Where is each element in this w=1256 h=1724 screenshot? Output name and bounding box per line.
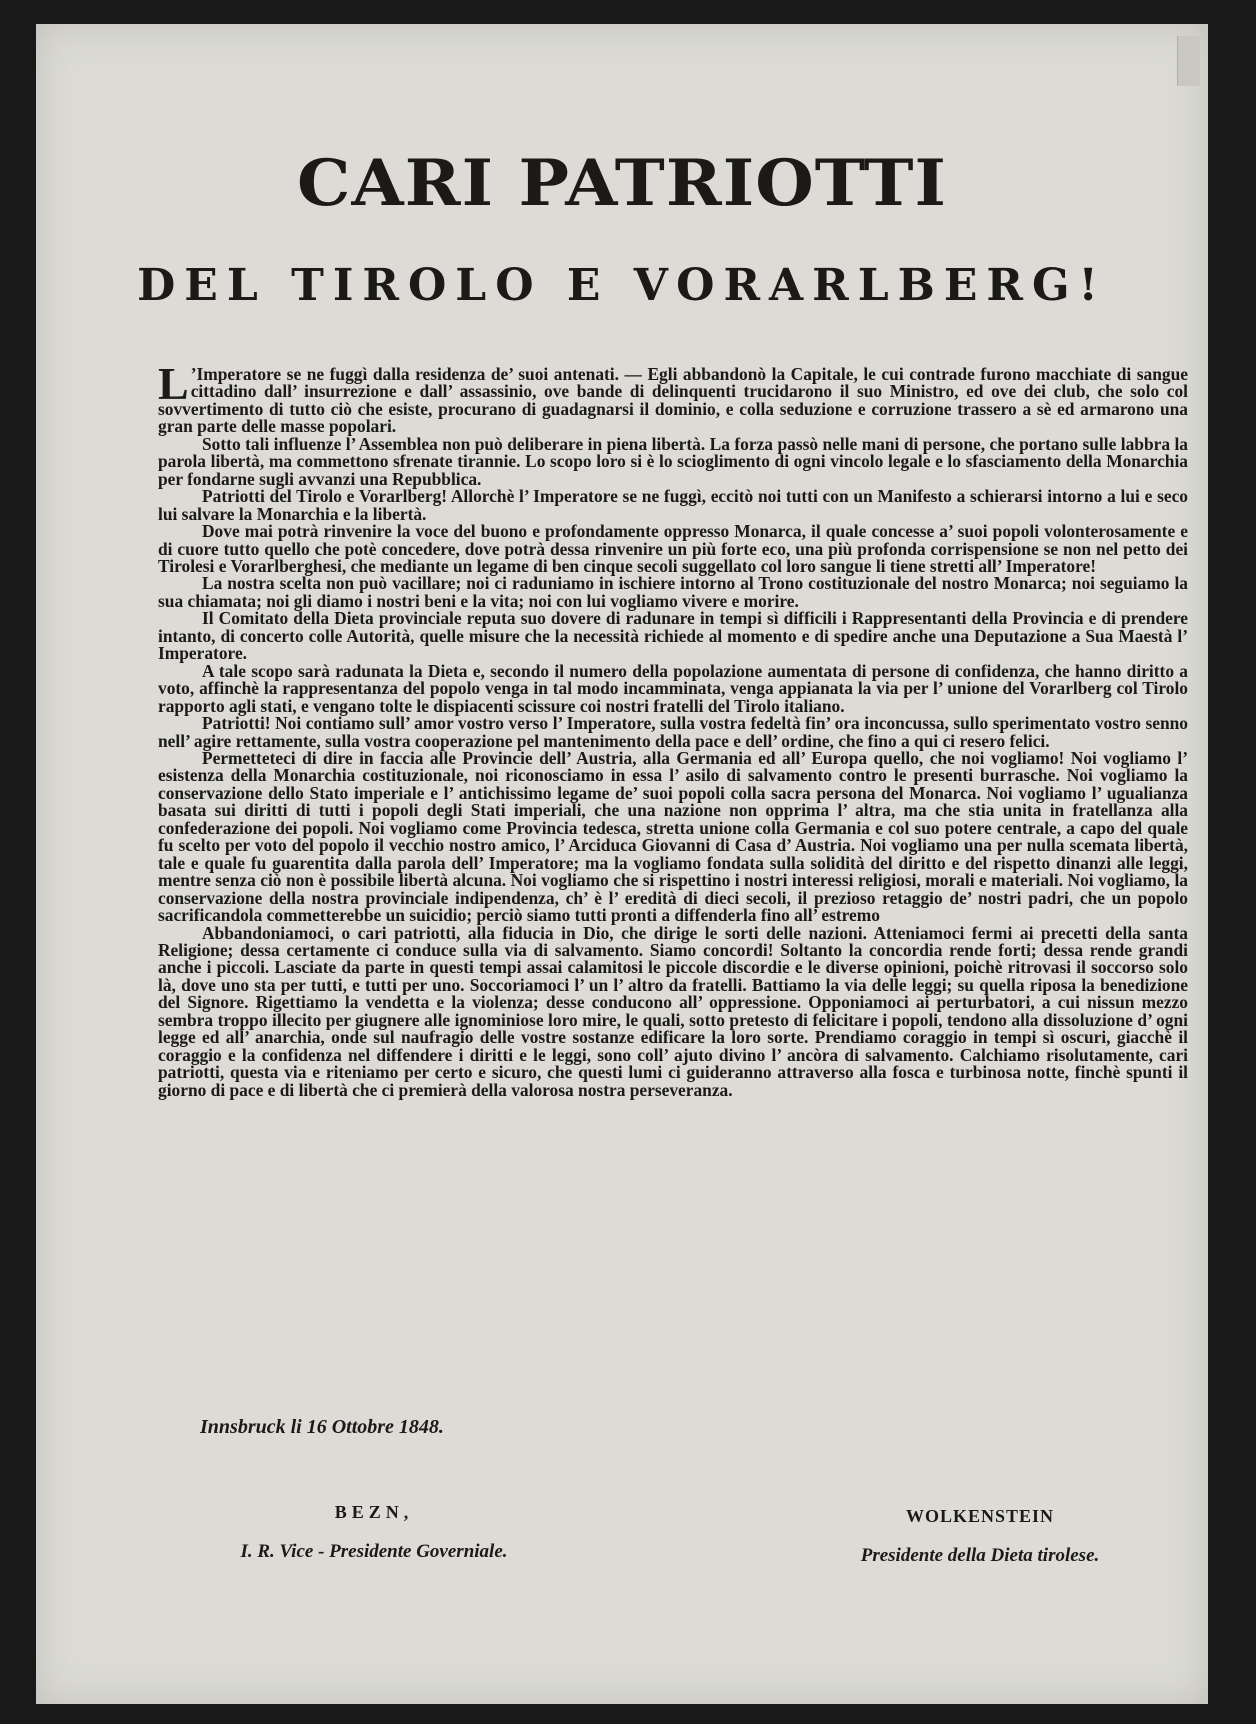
paragraph-9: Permetteteci di dire in faccia alle Provincie dell’ Austria, alla Germania ed all’ Europa quello, che noi vogliamo! Noi vogliamo l’ esistenza della Monarchia costituzionale, noi riconosciamo in essa l’ asilo di salvamento contro le presenti burrasche. Noi vogliamo la conservazione dello Stato imperiale e l’ antichissimo legame de’ suoi popoli colla sacra persona del Monarca. Noi vogliamo l’ ugualianza basata sui diritti di tutti i popoli degli Stati imperiali, che una nazione non opprima l’ altra, ma che stia unita in fratellanza alla confederazione dei popoli. Noi vogliamo come Provincia tedesca, stretta unione colla Germania e col suo potere centrale, a capo del quale fu scelto per voto del popolo il vecchio nostro amico, l’ Arciduca Giovanni di Casa d’ Austria. Noi vogliamo una per nulla scemata libertà, tale e quale fu guarentita dalla parola dell’ Imperatore; ma la vogliamo fondata sulla solidità del diritto e del rispetto dinanzi alle leggi, mentre senza ciò non è possibile libertà alcuna. Noi vogliamo che si rispettino i nostri interessi religiosi, morali e materiali. Noi vogliamo, la conservazione della nostra provinciale indipendenza, ch’ è l’ eredità di dieci secoli, il prezioso retaggio de’ nostri padri, che un popolo sacrificandola commetterebbe un suicidio; perciò siamo tutti pronti a diffenderla fino all’ estremo xyxy=(158,747,1188,926)
paragraph-3: Patriotti del Tirolo e Vorarlberg! Allorchè l’ Imperatore se ne fuggì, eccitò noi tutti con un Manifesto a schierarsi intorno a lui e seco lui salvare la Monarchia e la libertà. xyxy=(158,486,1188,524)
torn-corner xyxy=(1177,36,1200,86)
drop-cap: L xyxy=(158,358,189,409)
poster-sheet xyxy=(36,24,1208,1704)
paragraph-7: A tale scopo sarà radunata la Dieta e, secondo il numero della popolazione aumentata di persone di confidenza, che hanno diritto a voto, affinchè la rappresentanza del popolo venga in tal modo incamminata, venga appianata la via per l’ unione del Vorarlberg col Tirolo rapporto agli stati, e vengano tolte le dispiacenti scissure coi nostri fratelli del Tirolo italiano. xyxy=(158,660,1188,716)
date-line: Innsbruck li 16 Ottobre 1848. xyxy=(200,1416,444,1438)
signature-left xyxy=(204,1502,544,1563)
signatory-role: Presidente della Dieta tirolese. xyxy=(860,1545,1100,1566)
paragraph-5: La nostra scelta non può vacillare; noi ci raduniamo in ischiere intorno al Trono costituzionale del nostro Monarca; noi seguiamo la sua chiamata; noi gli diamo i nostri beni e la vita; noi con lui vogliamo vivere e morire. xyxy=(158,573,1188,611)
poster-title: CARI PATRIOTTI xyxy=(297,146,947,221)
paragraph-8: Patriotti! Noi contiamo sull’ amor vostro verso l’ Imperatore, sulla vostra fedeltà fin’ ora inconcussa, sullo sperimentato vostro senno nell’ agire rettamente, sulla vostra cooperazione pel mantenimento della pace e dell’ ordine, che fino a qui ci resero felici. xyxy=(158,713,1188,751)
poster-subtitle: DEL TIROLO E VORARLBERG! xyxy=(137,260,1107,311)
paragraph-1: L ’Imperatore se ne fuggì dalla residenza de’ suoi antenati. — Egli abbandonò la Capitale, le cui contrade furono macchiate di sangue cittadino dall’ insurrezione e dall’ assassinio, ove bande di delinquenti trucidarono il suo Ministro, ed ove dei club, che solo col sovvertimento di tutto ciò che esiste, procurano di guadagnarsi il dominio, e colla seduzione e corruzione trassero a sè ed armarono una gran parte delle masse popolari. xyxy=(158,358,1188,437)
signatory-role: I. R. Vice - Presidente Governiale. xyxy=(240,1541,508,1562)
paragraph-2: Sotto tali influenze l’ Assemblea non può deliberare in piena libertà. La forza passò nelle mani di persone, che portano sulle labbra la parola libertà, ma commettono sfrenate tirannie. Lo scopo loro si è lo scioglimento di ogni vincolo legale e lo sfasciamento della Monarchia per fondarne sugli avvanzi una Repubblica. xyxy=(158,433,1188,489)
signatory-name: BEZN, xyxy=(334,1502,414,1522)
paragraph-6: Il Comitato della Dieta provinciale reputa suo dovere di radunare in tempi sì difficili i Rappresentanti della Provincia e di prendere intanto, di concerto colle Autorità, quelle misure che la necessità richiede al momento e di spedire anche una Deputazione a Sua Maestà l’ Imperatore. xyxy=(158,608,1188,664)
signatory-name: WOLKENSTEIN xyxy=(905,1506,1055,1526)
paragraph-4: Dove mai potrà rinvenire la voce del buono e profondamente oppresso Monarca, il quale concesse a’ suoi popoli volonterosamente e di cuore tutto quello che potè concedere, dove potrà dessa rinvenire un più forte eco, una più profonda corrispensione se non nel petto dei Tirolesi e Vorarlberghesi, che mediante un legame di ben cinque secoli suggellato col loro sangue li tiene stretti all’ Imperatore! xyxy=(158,521,1188,576)
proclamation-body xyxy=(158,358,1188,1100)
signature-right xyxy=(830,1506,1130,1567)
paragraph-10: Abbandoniamoci, o cari patriotti, alla fiducia in Dio, che dirige le sorti delle nazioni. Atteniamoci fermi ai precetti della santa Religione; dessa certamente ci conduce sulla via di salvamento. Siamo concordi! Soltanto la concordia rende forti; dessa rende grandi anche i piccoli. Lasciate da parte in questi tempi assai calamitosi le piccole discordie e le diverse opinioni, poichè ritrovasi il soccorso solo là, dove uno sta per tutti, e tutti per uno. Soccoriamoci l’ un l’ altro da fratelli. Battiamo la via delle leggi; su quella riposa la benedizione del Signore. Rigettiamo la vendetta e la violenza; desse conducono all’ oppressione. Opponiamoci ai perturbatori, a cui nissun mezzo sembra troppo illecito per giugnere alle ignominiose loro mire, le quali, sotto pretesto di felicitare i popoli, tendono alla dissoluzione d’ ogni legge ed all’ anarchia, onde sul naufragio delle vostre sostanze edificare la loro sorte. Prendiamo coraggio in tempi sì oscuri, giacchè il coraggio e la confidenza nel diffendere i diritti e le leggi, sono coll’ ajuto divino l’ ancòra di salvamento. Calchiamo risolutamente, cari patriotti, questa via e riteniamo per certo e sicuro, che questi lumi ci guideranno attraverso alla fosca e turbinosa notte, finchè spunti il giorno di pace e di libertà che ci premierà della valorosa nostra perseveranza. xyxy=(158,922,1188,1100)
